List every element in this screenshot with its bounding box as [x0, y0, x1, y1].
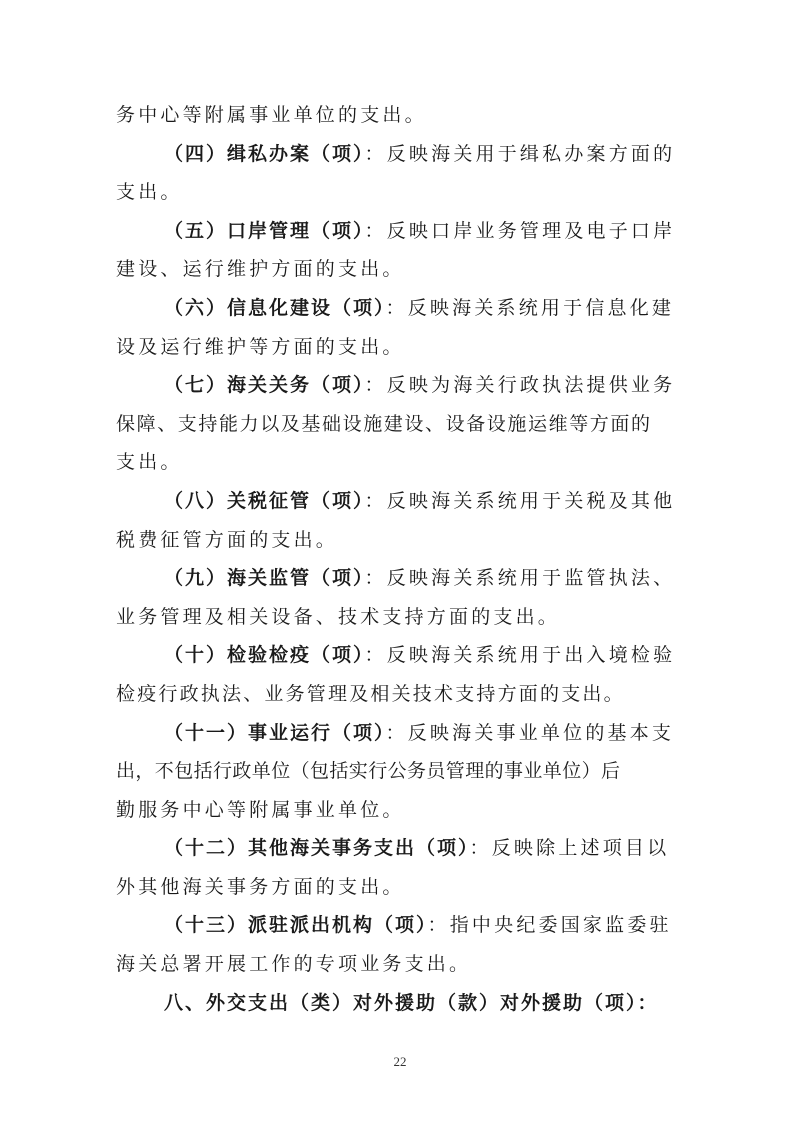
line-text: 外其他海关事务方面的支出。	[116, 875, 405, 898]
text-line	[116, 868, 676, 907]
page-number: 22	[393, 1054, 407, 1069]
text-line	[116, 559, 676, 598]
line-text: ：反映为海关行政执法提供业务	[364, 374, 676, 397]
text-line	[116, 791, 676, 830]
item-heading: （十二）其他海关事务支出（项）	[164, 837, 470, 860]
line-text: ：反映海关系统用于信息化建	[385, 296, 675, 319]
item-heading: （六）信息化建设（项）	[164, 296, 386, 319]
text-line	[116, 675, 676, 714]
line-text: 设及运行维护等方面的支出。	[116, 335, 405, 358]
text-line	[116, 135, 676, 174]
line-text: 支出。	[116, 451, 183, 474]
text-line	[116, 173, 676, 212]
line-text: 支出。	[116, 181, 183, 204]
item-heading: （九）海关监管（项）	[164, 567, 365, 590]
text-line	[116, 829, 676, 868]
section-heading-line	[116, 984, 676, 1023]
line-text: ：反映海关事业单位的基本支	[385, 721, 675, 744]
item-heading: （四）缉私办案（项）	[164, 142, 365, 165]
text-line	[116, 482, 676, 521]
line-text: ：指中央纪委国家监委驻	[427, 914, 672, 937]
line-text: ：反映海关系统用于出入境检验	[364, 644, 676, 667]
line-text: 出，不包括行政单位（包括实行公务员管理的事业单位）后	[116, 760, 621, 783]
text-line	[116, 443, 676, 482]
line-text: 保障、支持能力以及基础设施建设、设备设施运维等方面的	[116, 412, 652, 435]
line-text: 勤服务中心等附属事业单位。	[116, 798, 405, 821]
body-text	[116, 96, 676, 1022]
text-line	[116, 521, 676, 560]
text-line	[116, 598, 676, 637]
text-line	[116, 328, 676, 367]
line-text: 建设、运行维护方面的支出。	[116, 258, 405, 281]
text-line	[116, 212, 676, 251]
item-heading: （十三）派驻派出机构（项）	[164, 914, 428, 937]
line-text: 务中心等附属事业单位的支出。	[116, 104, 427, 126]
line-text: 业务管理及相关设备、技术支持方面的支出。	[116, 605, 561, 628]
item-heading: （七）海关关务（项）	[164, 374, 365, 397]
text-line	[116, 945, 676, 984]
item-heading: （十一）事业运行（项）	[164, 721, 386, 744]
line-text: ：反映口岸业务管理及电子口岸	[364, 219, 676, 242]
line-text: 海关总署开展工作的专项业务支出。	[116, 953, 472, 976]
text-line	[116, 250, 676, 289]
item-heading: （五）口岸管理（项）	[164, 219, 365, 242]
text-line	[116, 906, 676, 945]
line-text: 税费征管方面的支出。	[116, 528, 339, 551]
line-text: ：反映海关系统用于关税及其他	[364, 489, 676, 512]
text-line	[116, 366, 676, 405]
item-heading: （十）检验检疫（项）	[164, 644, 365, 667]
text-line	[116, 636, 676, 675]
line-text: ：反映除上述项目以	[469, 837, 670, 860]
text-line	[116, 752, 676, 791]
section-heading: 八、外交支出（类）对外援助（款）对外援助（项）：	[164, 991, 659, 1014]
item-heading: （八）关税征管（项）	[164, 489, 365, 512]
text-line	[116, 714, 676, 753]
line-text: ：反映海关用于缉私办案方面的	[364, 142, 676, 165]
line-text: 检疫行政执法、业务管理及相关技术支持方面的支出。	[116, 682, 625, 705]
text-line	[116, 405, 676, 444]
text-line	[116, 96, 676, 135]
line-text: ：反映海关系统用于监管执法、	[364, 567, 676, 590]
text-line	[116, 289, 676, 328]
